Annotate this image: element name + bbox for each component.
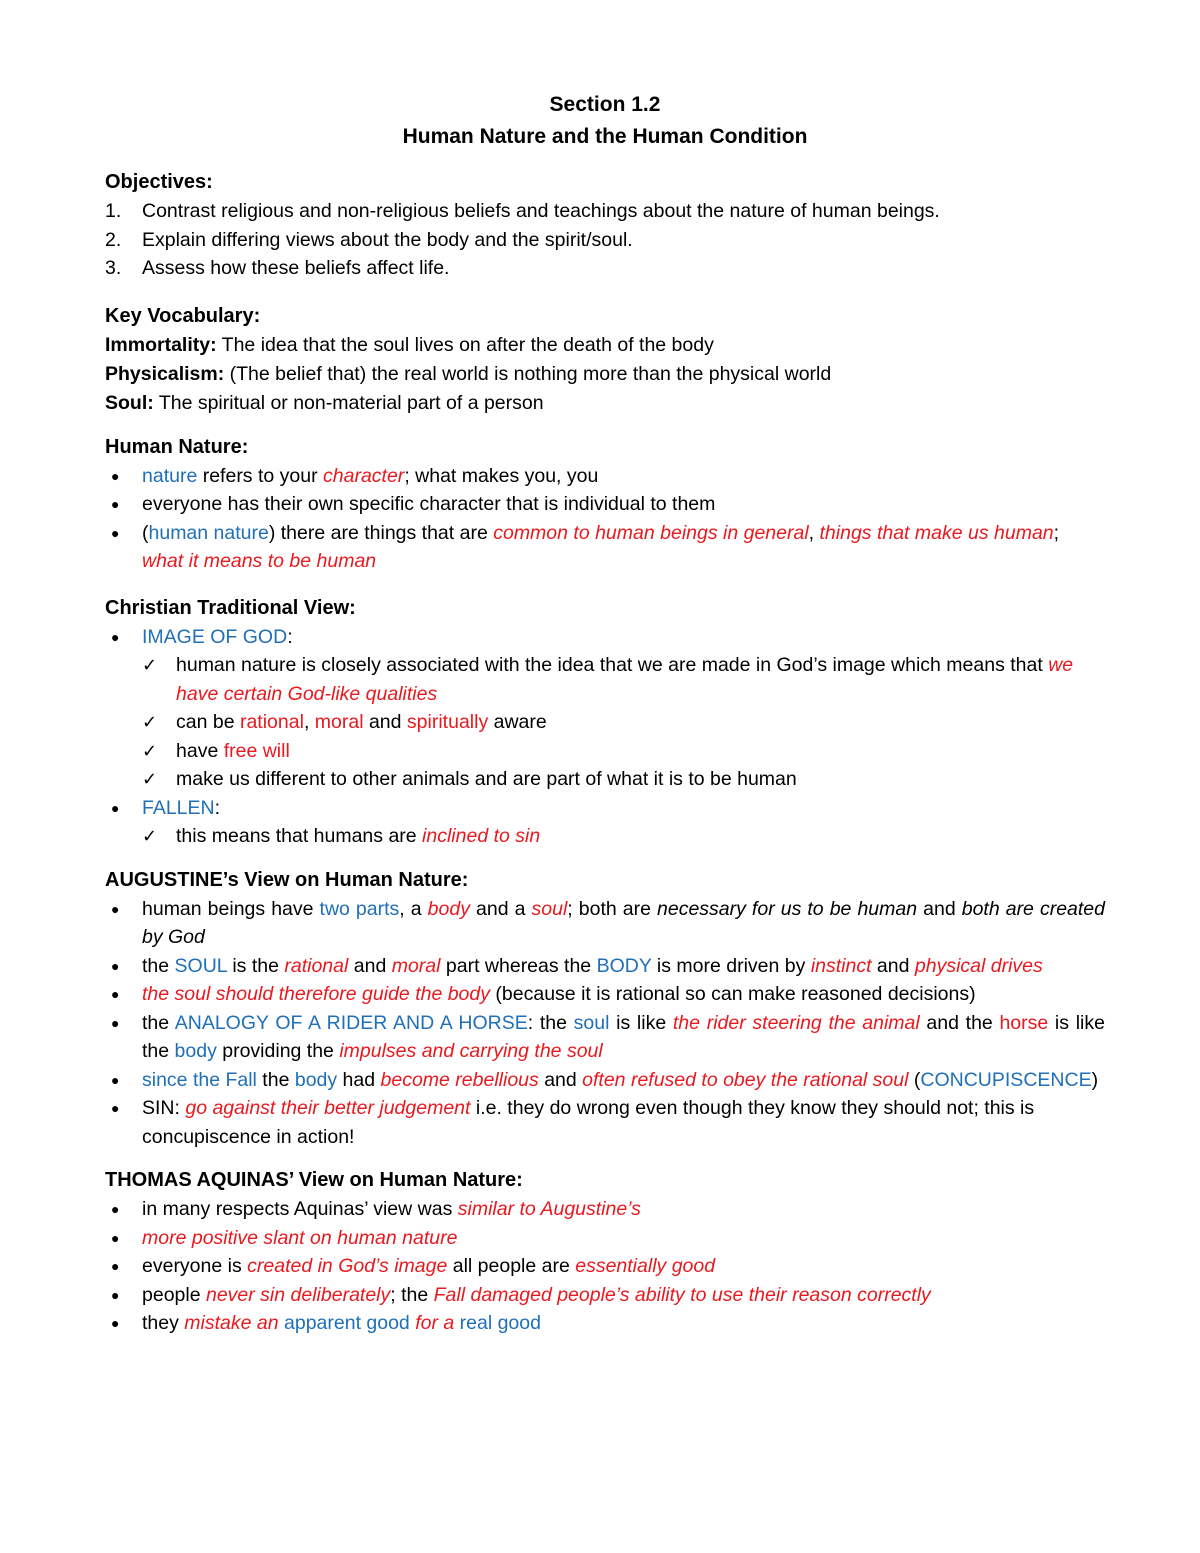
list-item: ● people never sin deliberately; the Fall damaged people’s ability to use their reason correctly <box>111 1283 931 1306</box>
list-item: ● more positive slant on human nature <box>111 1226 458 1249</box>
list-item: ● nature refers to your character; what makes you, you <box>111 464 599 487</box>
list-item: ● FALLEN: <box>111 796 221 819</box>
check-item: ✓ have free will <box>105 737 1105 766</box>
page-title: Human Nature and the Human Condition <box>402 125 808 148</box>
aquinas-heading: THOMAS AQUINAS’ View on Human Nature: <box>105 1169 523 1191</box>
list-item: ● SIN: go against their better judgement i.e. they do wrong even though they know they should not; this is concupiscence in action! <box>111 1097 1035 1148</box>
section-number: Section 1.2 <box>549 93 661 116</box>
vocab-term: Physicalism: (The belief that) the real world is nothing more than the physical world <box>105 362 832 385</box>
list-item: ● in many respects Aquinas’ view was similar to Augustine’s <box>111 1198 641 1220</box>
check-item: ✓ make us different to other animals and are part of what it is to be human <box>105 765 1105 794</box>
document-page <box>105 88 1105 1338</box>
list-item: ● they mistake an apparent good for a real good <box>111 1312 541 1334</box>
augustine-heading: AUGUSTINE’s View on Human Nature: <box>105 868 469 891</box>
objectives-heading: Objectives: <box>105 171 213 193</box>
list-item: ● the soul should therefore guide the body (because it is rational so can make reasoned decisions) <box>111 983 976 1005</box>
check-item: ✓ human nature is closely associated with the idea that we are made in God’s image which means that we have certain God-like qualities <box>105 651 1105 708</box>
check-icon: ✓ <box>142 712 158 732</box>
check-icon: ✓ <box>142 769 158 789</box>
check-icon: ✓ <box>142 826 158 846</box>
list-item: ● since the Fall the body had become rebellious and often refused to obey the rational soul (CONCUPISCENCE) <box>111 1068 1099 1091</box>
list-item: ● the ANALOGY OF A RIDER AND A HORSE: the soul is like the rider steering the animal and the horse is like the body providing the impulses and carrying the soul <box>111 1011 1105 1062</box>
list-item: ● everyone has their own specific character that is individual to them <box>111 493 716 515</box>
check-item: ✓ can be rational, moral and spiritually aware <box>105 708 1105 737</box>
list-item: ● everyone is created in God’s image all people are essentially good <box>111 1255 716 1277</box>
list-item: ● human beings have two parts, a body and a soul; both are necessary for us to be human and both are created by God <box>111 897 1106 948</box>
list-item: ● the SOUL is the rational and moral part whereas the BODY is more driven by instinct and physical drives <box>111 954 1043 977</box>
vocab-term: Soul: The spiritual or non-material part of a person <box>105 391 544 414</box>
christian-view-heading: Christian Traditional View: <box>105 596 356 619</box>
list-item: ● (human nature) there are things that are common to human beings in general, things that make us human; what it means to be human <box>111 521 1060 572</box>
check-icon: ✓ <box>142 655 158 675</box>
objective-item: 1. Contrast religious and non-religious beliefs and teachings about the nature of human beings. <box>105 200 940 222</box>
objective-item: 2. Explain differing views about the body and the spirit/soul. <box>105 228 633 251</box>
vocab-term: Immortality: The idea that the soul lives on after the death of the body <box>105 333 714 356</box>
vocab-heading: Key Vocabulary: <box>105 304 261 327</box>
objective-item: 3. Assess how these beliefs affect life. <box>105 257 450 279</box>
check-item: ✓ this means that humans are inclined to sin <box>105 822 1105 851</box>
check-icon: ✓ <box>142 740 158 761</box>
list-item: ● IMAGE OF GOD: <box>111 625 293 648</box>
human-nature-heading: Human Nature: <box>105 435 249 458</box>
